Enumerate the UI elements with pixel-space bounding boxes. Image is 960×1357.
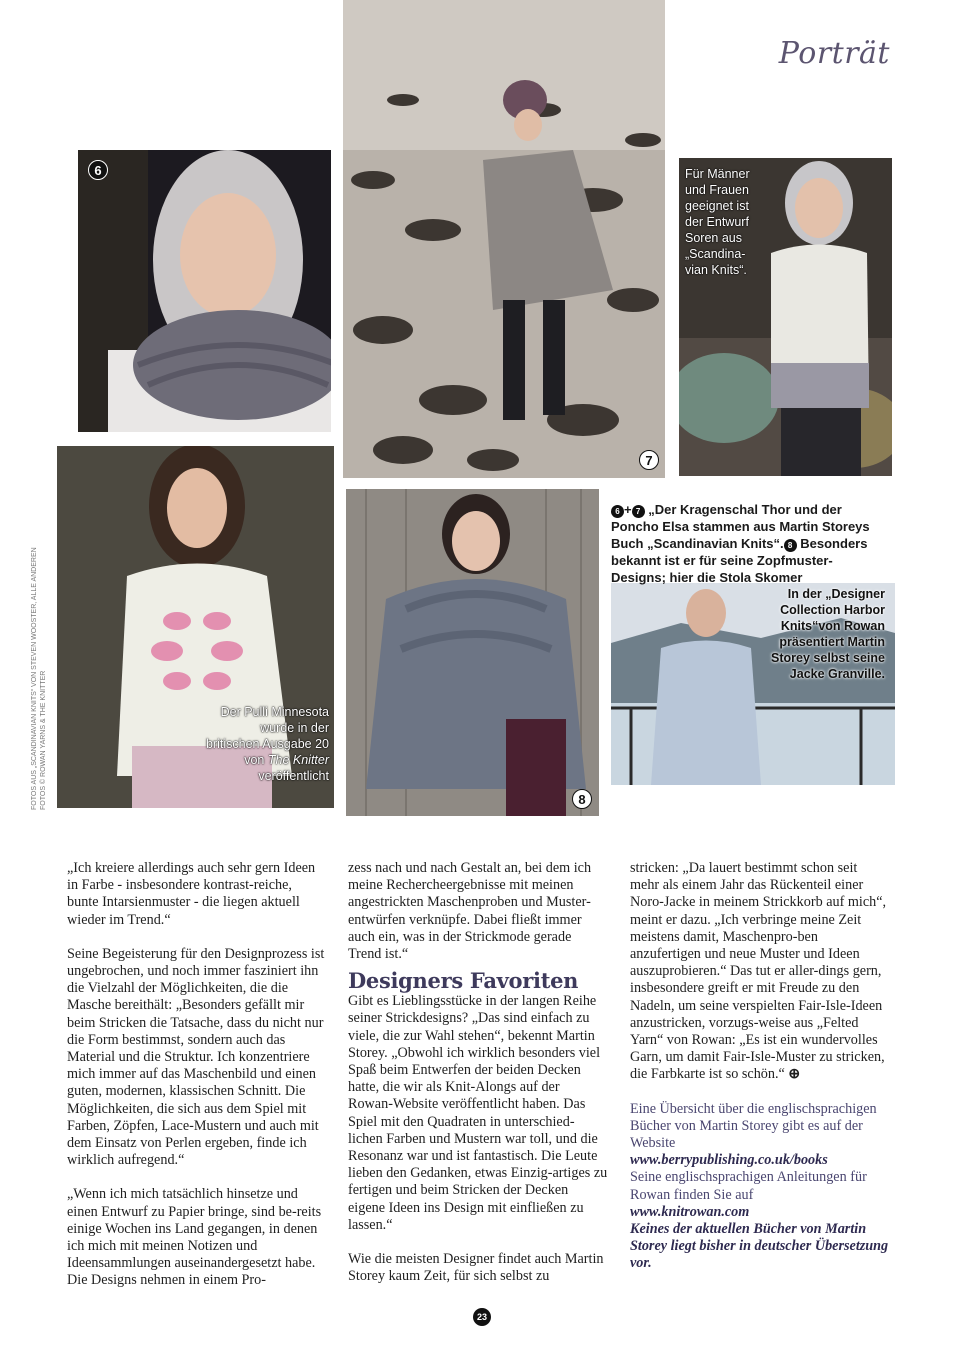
pulli-caption-magazine: The Knitter	[267, 753, 329, 767]
column3-paragraph-1	[630, 860, 890, 1084]
photo-poncho-elsa-image	[343, 0, 665, 478]
link-berrypublishing[interactable]: www.berrypublishing.co.uk/books	[630, 1152, 828, 1169]
column2-paragraph-2: Gibt es Lieblingsstücke in der langen Reihe seiner Strickdesigns? „Das sind einfach zu viele, die zur Wahl stehen“, bekennt Martin Storey. „Obwohl ich wirklich besonders viel Spaß beim Entwerfen der beiden Decken hatte, die wir als Knit-Alongs auf der Rowan-Website veröffentlicht haben. Das Spiel mit den Quadraten in unterschied-lichen Farben und Mustern war toll, und die Resonanz war und ist fantastisch. Die Leute lieben den Gedanken, etwas Einzig-artiges zu fertigen und beim Stricken der Decken eigene Ideen ins Design mit einfließen zu lassen.“	[348, 993, 608, 1233]
page-number: 23	[473, 1308, 491, 1326]
end-mark-icon: ⊕	[788, 1066, 801, 1083]
photo-credit-line-2: FOTOS © ROWAN YARNS & THE KNITTER	[40, 670, 47, 810]
text-column-2	[348, 860, 608, 1302]
column2-paragraph-1: zess nach und nach Gestalt an, bei dem ich meine Rechercheergebnisse mit meinen angestrickten Maschenproben und Muster-entwürfen verknüpfe. Dabei fließt immer auch ein, was in der Strickmode gerade Trend ist.“	[348, 860, 592, 963]
info-mid: Seine englischsprachigen Anleitungen für Rowan finden Sie auf	[630, 1169, 867, 1203]
designers-favoriten-heading: Designers Favoriten	[348, 968, 579, 994]
photo-badge-6: 6	[88, 160, 108, 180]
pulli-caption-text: Der Pulli Minnesota wurde in der britischen Ausgabe 20 von	[205, 705, 329, 767]
caption-plus: +	[624, 502, 632, 517]
caption-text-b: Besonders bekannt ist er für seine Zopfmuster-Designs; hier die Stola Skomer	[611, 536, 868, 585]
caption-badge-6: 6	[611, 505, 624, 518]
link-knitrowan[interactable]: www.knitrowan.com	[630, 1203, 750, 1220]
photo-badge-7: 7	[639, 450, 659, 470]
column3-paragraph-1-text: stricken: „Da lauert bestimmt schon seit mehr als einem Jahr das Rückenteil einer Noro-Jacke in meinem Strickkorb auf mich“, meint er dazu. „Ich verbringe meine Zeit meistens damit, Maschenpro-ben anzufertigen und neue Muster und Ideen auszuprobieren.“ Das tut er aller-dings gern, insbesondere greift er mit Freude zu den Nadeln, um seine verspielten Fair-Isle-Ideen anzustricken, vorzugs-weise aus „Felted Yarn“ von Rowan: „Es ist ein wundervolles Garn, um damit Fair-Isle-Muster zu stricken, die Farbkarte ist so schön.“	[630, 860, 887, 1083]
martin-photo-caption: In der „Designer Collection Harbor Knits“von Rowan präsentiert Martin Storey selbst seine Jacke Granville.	[771, 587, 885, 681]
photo-credits	[30, 547, 48, 810]
section-title: Porträt	[778, 36, 890, 71]
soren-photo-caption: Für Männer und Frauen geeignet ist der Entwurf Soren aus „Scandina-vian Knits“.	[685, 167, 750, 277]
photo-stola-skomer	[346, 489, 599, 816]
caption-badge-7: 7	[632, 505, 645, 518]
book-info-box	[630, 1101, 890, 1273]
photo-poncho-elsa	[343, 0, 665, 478]
photo-cowl-thor	[78, 150, 331, 432]
info-intro: Eine Übersicht über die englischsprachigen Bücher von Martin Storey gibt es auf der Website	[630, 1100, 877, 1152]
pulli-photo-caption	[205, 704, 329, 784]
photo-soren-sweater	[679, 158, 892, 476]
photo-credit-line-1: FOTOS AUS „SCANDINAVIAN KNITS“ VON STEVEN WOOSTER, ALLE ANDEREN	[31, 547, 38, 810]
column1-paragraph-3: „Wenn ich mich tatsächlich hinsetze und einen Entwurf zu Papier bringe, sind be-reits einige Wochen ins Land gegangen, in denen ich mich mit meinen Notizen und Ideensammlungen auseinandergesetzt habe. Die Designs nehmen in einem Pro-	[67, 1186, 322, 1289]
photo-martin-storey	[611, 583, 895, 785]
column1-paragraph-1: „Ich kreiere allerdings auch sehr gern Ideen in Farbe - insbesondere kontrast-reiche, bunte Intarsienmuster - die liegen aktuell wieder im Trend.“	[67, 860, 316, 928]
column2-paragraph-3: Wie die meisten Designer findet auch Martin Storey kaum Zeit, für sich selbst zu	[348, 1251, 604, 1285]
translation-note: Keines der aktuellen Bücher von Martin Storey liegt bisher in deutscher Übersetzung vor.	[630, 1221, 889, 1272]
photo-pulli-minnesota	[57, 446, 334, 808]
caption-text-a: „Der Kragenschal Thor und der Poncho Elsa stammen aus Martin Storeys Buch „Scandinavian Knits“.	[611, 502, 870, 551]
text-column-3	[630, 860, 890, 1273]
text-column-1	[67, 860, 327, 1307]
pulli-caption-end: veröffentlicht	[258, 769, 329, 783]
main-photo-caption	[611, 501, 881, 586]
photo-stola-skomer-image	[346, 489, 599, 816]
caption-badge-8: 8	[784, 539, 797, 552]
photo-cowl-thor-image	[78, 150, 331, 432]
photo-badge-8: 8	[572, 789, 592, 809]
column1-paragraph-2: Seine Begeisterung für den Designprozess ist ungebrochen, und noch immer fasziniert ihn die Vielzahl der Möglichkeiten, die die Masche bereithält: „Besonders gefällt mir beim Stricken die Tatsache, dass du nicht nur die Form bestimmst, sondern auch das Material und die Struktur. Ich konzentriere mich immer auf das Maschenbild und einen guten, modernen, klassischen Schnitt. Die Möglichkeiten, die sich aus dem Spiel mit Farben, Zöpfen, Lace-Mustern und auch mit dem Einsatz von Perlen ergeben, finde ich wirklich aufregend.“	[67, 945, 325, 1169]
